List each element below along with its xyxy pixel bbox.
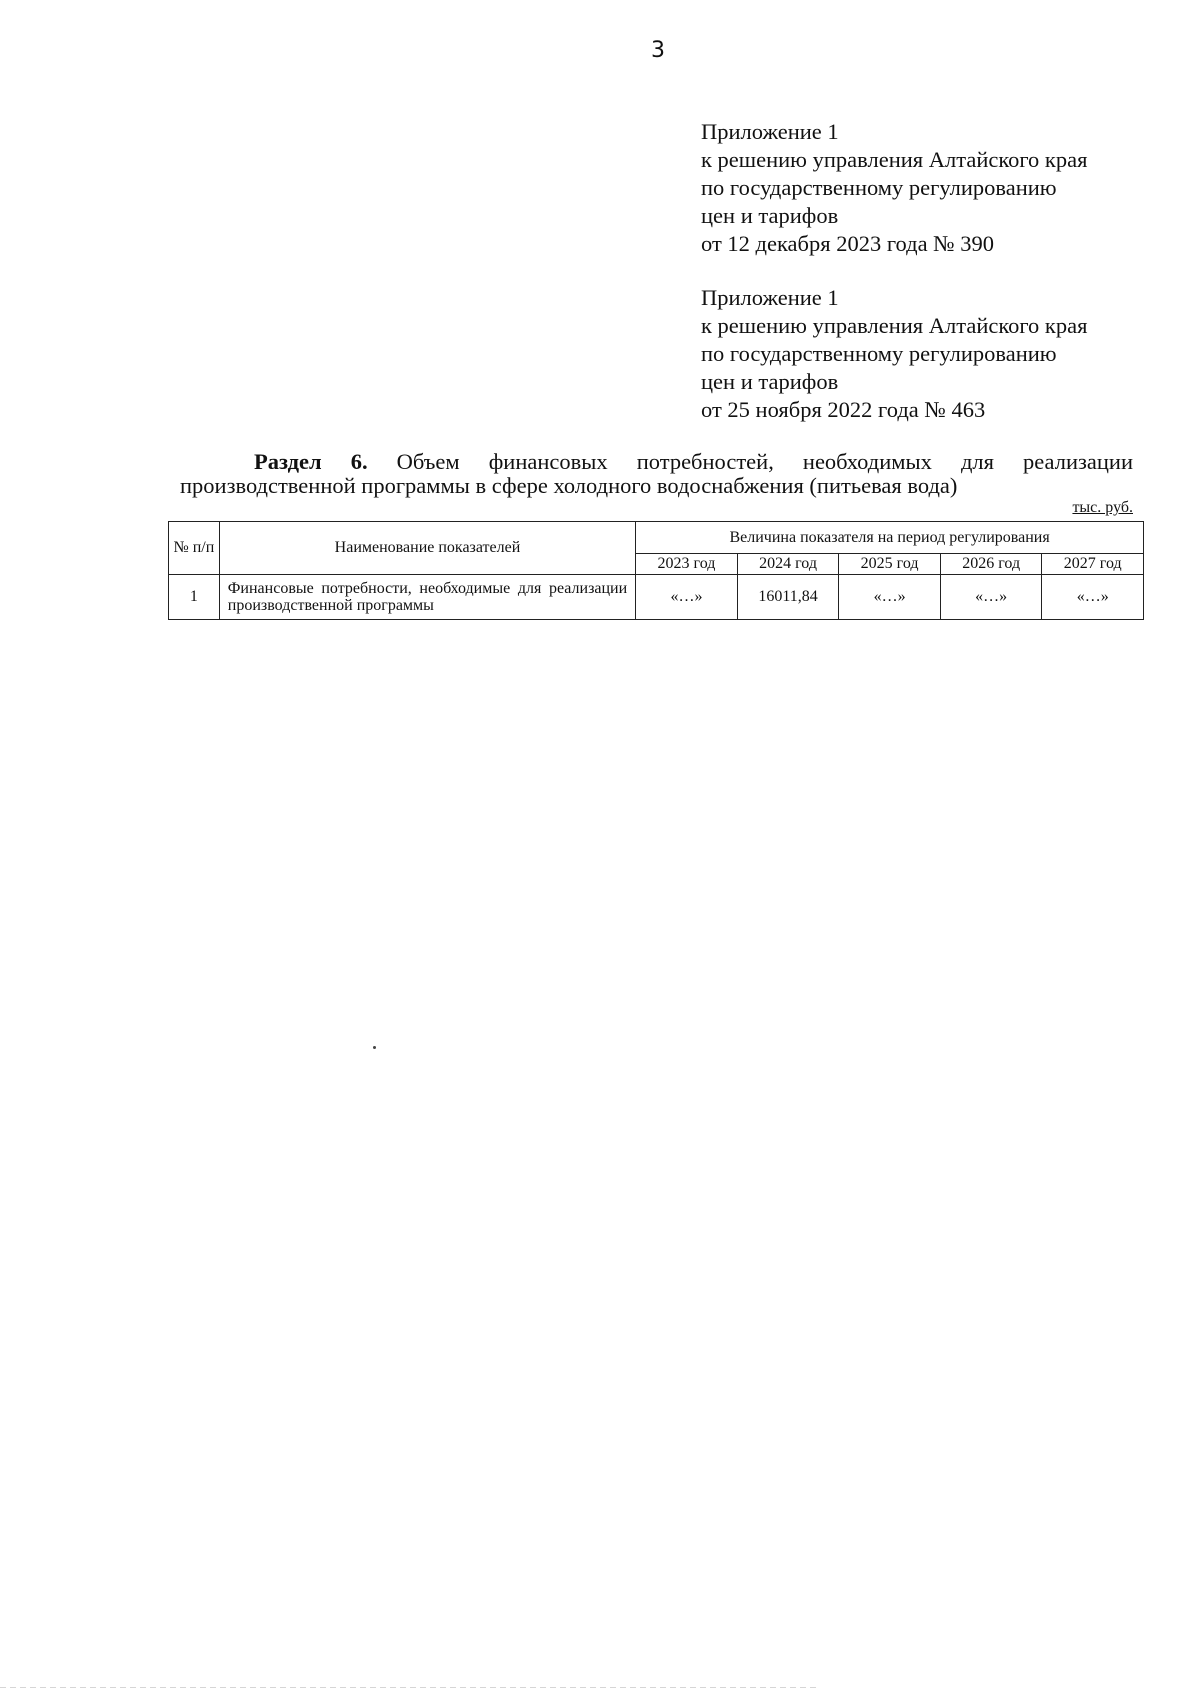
row-num: 1 xyxy=(169,575,220,620)
appendix-previous-line: к решению управления Алтайского края xyxy=(701,313,1088,338)
table-row xyxy=(169,575,1144,620)
units-label: тыс. руб. xyxy=(1072,499,1133,516)
year-header: 2025 год xyxy=(839,554,941,575)
appendix-current-line: Приложение 1 xyxy=(701,119,839,144)
year-header: 2023 год xyxy=(636,554,738,575)
row-name: Финансовые потребности, необходимые для реализации производственной программы xyxy=(219,575,635,620)
col-name-header: Наименование показателей xyxy=(219,522,635,575)
section-title-first: Объем финансовых потребностей, необходимых для реализации xyxy=(396,449,1134,474)
period-header: Величина показателя на период регулирования xyxy=(636,522,1144,554)
year-header: 2027 год xyxy=(1042,554,1144,575)
scan-speck xyxy=(373,1046,376,1049)
year-header: 2024 год xyxy=(737,554,839,575)
financial-needs-table xyxy=(168,521,1144,620)
section-title-rest: производственной программы в сфере холодного водоснабжения (питьевая вода) xyxy=(180,473,958,498)
appendix-current-line: по государственному регулированию xyxy=(701,175,1057,200)
row-value: «…» xyxy=(940,575,1042,620)
appendix-previous xyxy=(701,284,1161,424)
section-label: Раздел 6. xyxy=(254,449,368,474)
appendix-current-line: от 12 декабря 2023 года № 390 xyxy=(701,231,995,256)
appendix-previous-line: от 25 ноября 2022 года № 463 xyxy=(701,397,986,422)
scan-artifact-line xyxy=(0,1687,820,1688)
section-heading xyxy=(180,450,1133,498)
row-value: «…» xyxy=(1042,575,1144,620)
appendix-current-line: цен и тарифов xyxy=(701,203,839,228)
appendix-current-line: к решению управления Алтайского края xyxy=(701,147,1088,172)
appendix-previous-line: цен и тарифов xyxy=(701,369,839,394)
appendix-current xyxy=(701,118,1161,258)
section-heading-first-line xyxy=(180,450,1133,474)
year-header: 2026 год xyxy=(940,554,1042,575)
appendix-previous-line: Приложение 1 xyxy=(701,285,839,310)
table-header-row xyxy=(169,522,1144,554)
appendix-previous-line: по государственному регулированию xyxy=(701,341,1057,366)
row-value: «…» xyxy=(636,575,738,620)
row-value: 16011,84 xyxy=(737,575,839,620)
col-num-header: № п/п xyxy=(169,522,220,575)
page-number: 3 xyxy=(651,38,665,63)
row-value: «…» xyxy=(839,575,941,620)
